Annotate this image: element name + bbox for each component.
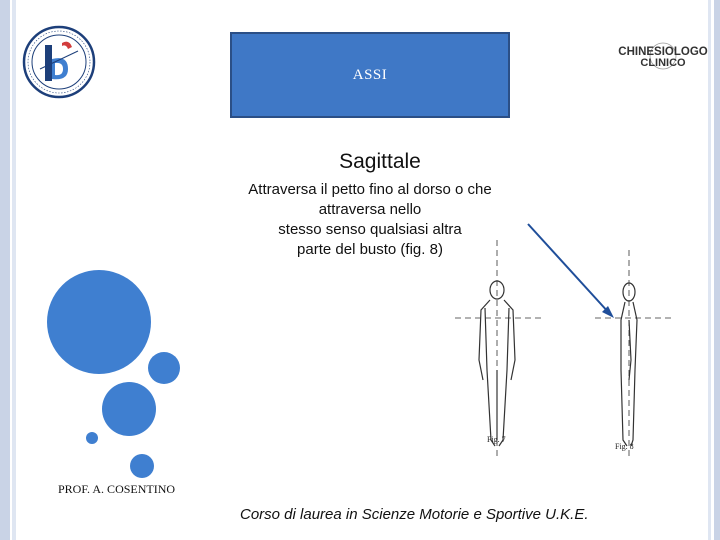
figure-7-label: Fig. 7 (487, 435, 506, 444)
chinesiologo-clinico-logo (614, 42, 712, 72)
body-line-4: parte del busto (fig. 8) (297, 241, 443, 258)
decorative-circle-medium (102, 382, 156, 436)
body-line-3: stesso senso qualsiasi altra (278, 221, 462, 238)
footer-course: Corso di laurea in Scienze Motorie e Sportive U.K.E. (240, 506, 589, 523)
decorative-circle-bottom (130, 454, 154, 478)
body-line-1: Attraversa il petto fino al dorso o che (248, 181, 492, 198)
logo-right-line1: CHINESIOLOGO (618, 46, 708, 58)
section-heading: Sagittale (339, 150, 421, 173)
logo-right-line2: CLINICO (640, 57, 686, 69)
university-seal-logo (22, 25, 96, 99)
decorative-circle-large (47, 270, 151, 374)
slide-title: ASSI (352, 66, 388, 83)
side-figure (595, 250, 675, 460)
decorative-right-band-thin (708, 0, 711, 540)
body-axes-illustration (425, 220, 685, 470)
author-label: PROF. A. COSENTINO (58, 482, 176, 496)
title-box (230, 32, 510, 118)
decorative-right-band (714, 0, 720, 540)
decorative-left-band-thin (12, 0, 16, 540)
figure-8-label: Fig. 8 (615, 442, 634, 451)
decorative-circle-tiny (86, 432, 98, 444)
decorative-left-band (0, 0, 10, 540)
front-figure (455, 240, 545, 460)
decorative-circle-small (148, 352, 180, 384)
body-line-2: attraversa nello (318, 201, 422, 218)
